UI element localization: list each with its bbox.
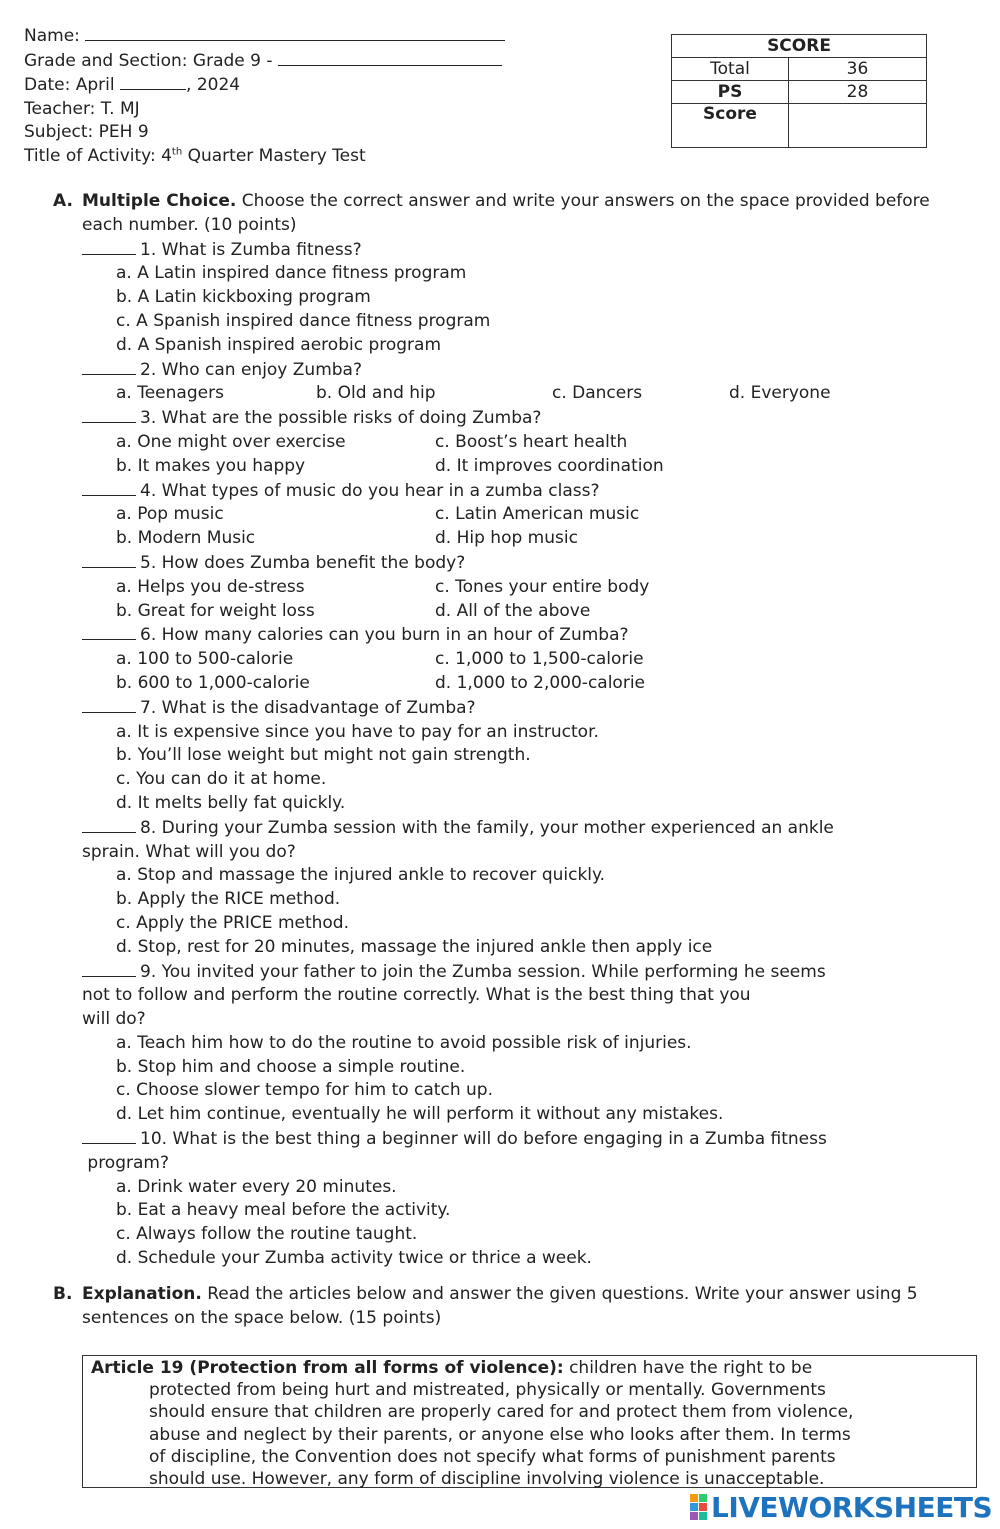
article-line: of discipline, the Convention does not specify what forms of punishment parents	[149, 1446, 836, 1467]
question-10: 10. What is the best thing a beginner will do before engaging in a Zumba fitness	[82, 1127, 953, 1152]
option: c. Tones your entire body	[435, 576, 650, 597]
section-field[interactable]	[278, 49, 502, 66]
option: c. You can do it at home.	[116, 769, 327, 790]
article-line: should ensure that children are properly cared for and protect them from violence,	[149, 1402, 854, 1423]
option: d. Hip hop music	[435, 528, 578, 549]
score-heading: SCORE	[672, 35, 927, 58]
option: d. Everyone	[729, 383, 831, 404]
option: a. It is expensive since you have to pay for an instructor.	[116, 721, 599, 742]
option: a. 100 to 500-calorie	[116, 649, 294, 670]
subject-line: Subject: PEH 9	[24, 122, 149, 142]
option-row	[82, 431, 953, 455]
total-label: Total	[672, 58, 789, 81]
article-line: should use. However, any form of discipline involving violence is unacceptable.	[149, 1469, 825, 1490]
option: a. Drink water every 20 minutes.	[116, 1176, 397, 1197]
question-continuation: program?	[82, 1152, 169, 1173]
answer-blank[interactable]	[82, 696, 136, 713]
option: d. A Spanish inspired aerobic program	[116, 334, 442, 355]
question-1: 1. What is Zumba fitness?	[82, 238, 953, 263]
option: c. Choose slower tempo for him to catch up.	[116, 1080, 493, 1101]
score-label: Score	[672, 104, 789, 148]
ps-label: PS	[672, 81, 789, 104]
question-continuation: sprain. What will you do?	[82, 841, 296, 862]
section-a-letter: A.	[53, 191, 73, 211]
option: d. All of the above	[435, 600, 591, 621]
option: b. Stop him and choose a simple routine.	[116, 1056, 466, 1077]
option-row	[82, 503, 953, 527]
article-first-line: Article 19 (Protection from all forms of violence): children have the right to be	[91, 1358, 813, 1378]
question-8: 8. During your Zumba session with the family, your mother experienced an ankle	[82, 816, 953, 841]
question-continuation: will do?	[82, 1009, 146, 1030]
option: b. It makes you happy	[116, 455, 306, 476]
option: a. Pop music	[116, 504, 224, 525]
activity-title: Title of Activity: 4th Quarter Mastery Test	[24, 145, 366, 166]
liveworksheets-logo	[690, 1492, 992, 1522]
article-line: protected from being hurt and mistreated, physically or mentally. Governments	[149, 1380, 826, 1401]
answer-blank[interactable]	[82, 551, 136, 568]
ps-value: 28	[789, 81, 927, 104]
option: c. Latin American music	[435, 504, 640, 525]
question-3: 3. What are the possible risks of doing Zumba?	[82, 406, 953, 431]
score-table	[671, 34, 927, 148]
option: b. Old and hip	[316, 383, 436, 404]
total-value: 36	[789, 58, 927, 81]
article-line: abuse and neglect by their parents, or anyone else who looks after them. In terms	[149, 1424, 851, 1445]
option: d. It melts belly fat quickly.	[116, 792, 346, 813]
option-row	[82, 527, 953, 551]
question-continuation: not to follow and perform the routine correctly. What is the best thing that you	[82, 985, 751, 1006]
option: c. A Spanish inspired dance fitness program	[116, 310, 491, 331]
question-2: 2. Who can enjoy Zumba?	[82, 358, 953, 383]
option-row	[82, 600, 953, 624]
answer-blank[interactable]	[82, 238, 136, 255]
option-row	[82, 455, 953, 479]
option: b. A Latin kickboxing program	[116, 287, 371, 308]
answer-blank[interactable]	[82, 960, 136, 977]
answer-blank[interactable]	[82, 816, 136, 833]
section-a	[53, 190, 953, 1271]
option: a. Stop and massage the injured ankle to recover quickly.	[116, 865, 606, 886]
option: b. 600 to 1,000-calorie	[116, 672, 310, 693]
grade-line: Grade and Section: Grade 9 -	[24, 49, 505, 74]
option: d. Schedule your Zumba activity twice or thrice a week.	[116, 1248, 592, 1269]
option-row	[82, 576, 953, 600]
option: c. 1,000 to 1,500-calorie	[435, 649, 644, 670]
question-7: 7. What is the disadvantage of Zumba?	[82, 696, 953, 721]
answer-blank[interactable]	[82, 1127, 136, 1144]
option-row	[82, 672, 953, 696]
answer-blank[interactable]	[82, 406, 136, 423]
teacher-line: Teacher: T. MJ	[24, 98, 140, 119]
option: d. Let him continue, eventually he will perform it without any mistakes.	[116, 1104, 724, 1125]
section-b-letter: B.	[53, 1284, 73, 1304]
section-b	[53, 1283, 953, 1331]
logo-blocks-icon	[690, 1494, 707, 1520]
option: a. Teach him how to do the routine to avoid possible risk of injuries.	[116, 1032, 692, 1053]
option: c. Apply the PRICE method.	[116, 912, 350, 933]
question-5: 5. How does Zumba benefit the body?	[82, 551, 953, 576]
option: c. Boost’s heart health	[435, 431, 628, 452]
option: a. A Latin inspired dance fitness program	[116, 263, 467, 284]
option: d. Stop, rest for 20 minutes, massage the injured ankle then apply ice	[116, 936, 713, 957]
option-row	[82, 382, 953, 406]
option: d. It improves coordination	[435, 455, 664, 476]
option: b. Great for weight loss	[116, 600, 315, 621]
answer-blank[interactable]	[82, 479, 136, 496]
section-b-instructions: Explanation. Read the articles below and answer the given questions. Write your answer using 5 sentences on the space below. (15 points)	[82, 1284, 918, 1328]
option: c. Dancers	[552, 383, 643, 404]
question-4: 4. What types of music do you hear in a zumba class?	[82, 479, 953, 504]
option-row	[82, 648, 953, 672]
date-field[interactable]	[120, 73, 186, 90]
question-9: 9. You invited your father to join the Zumba session. While performing he seems	[82, 960, 953, 985]
option: a. One might over exercise	[116, 431, 346, 452]
student-info	[24, 24, 505, 168]
score-value[interactable]	[789, 104, 927, 148]
option: b. Apply the RICE method.	[116, 889, 341, 910]
option: a. Teenagers	[116, 383, 224, 404]
option: b. Modern Music	[116, 528, 256, 549]
option: b. You’ll lose weight but might not gain strength.	[116, 745, 531, 766]
option: b. Eat a heavy meal before the activity.	[116, 1200, 451, 1221]
question-6: 6. How many calories can you burn in an hour of Zumba?	[82, 623, 953, 648]
article-box	[82, 1355, 977, 1488]
answer-blank[interactable]	[82, 358, 136, 375]
option: d. 1,000 to 2,000-calorie	[435, 672, 646, 693]
name-field[interactable]	[85, 24, 505, 41]
date-line: Date: April , 2024	[24, 75, 241, 95]
section-a-instructions: Multiple Choice. Choose the correct answer and write your answers on the space provided before each number. (10 points)	[82, 191, 930, 235]
option: a. Helps you de-stress	[116, 576, 305, 597]
answer-blank[interactable]	[82, 623, 136, 640]
logo-text: LIVEWORKSHEETS	[711, 1490, 993, 1524]
name-line: Name:	[24, 24, 505, 49]
option: c. Always follow the routine taught.	[116, 1224, 418, 1245]
